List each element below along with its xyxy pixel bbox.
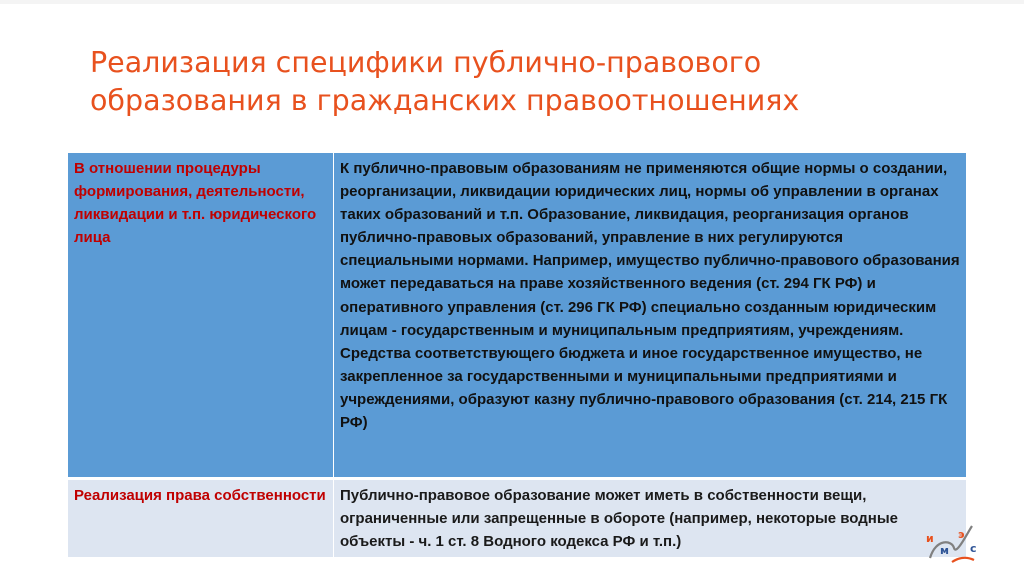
- imes-logo: [922, 518, 982, 568]
- table-row: [68, 153, 967, 479]
- content-table: [67, 152, 967, 558]
- logo-letter: э: [958, 528, 965, 541]
- table-row: [68, 479, 967, 558]
- row-label: В отношении процедуры формирования, деятельности, ликвидации и т.п. юридического лица: [68, 153, 334, 479]
- logo-arc: [952, 558, 974, 562]
- row-text: К публично-правовым образованиям не применяются общие нормы о создании, реорганизации, ликвидации юридических лиц, нормы об управлении в органах таких образований и т.п. Образование, ликвидация, реорганизация органов публично-правовых образований, управление в них регулируются специальными нормами. Например, имущество публично-правового образования может передаваться на праве хозяйственного ведения (ст. 294 ГК РФ) и оперативного управления (ст. 296 ГК РФ) специально созданным юридическим лицам - государственным и муниципальным предприятиям, учреждениям. Средства соответствующего бюджета и иное государственное имущество, не закрепленное за государственными и муниципальными предприятиями и учреждениями, образуют казну публично-правового образования (ст. 214, 215 ГК РФ): [334, 153, 967, 479]
- slide-title: [90, 44, 990, 120]
- logo-letter: и: [926, 532, 934, 545]
- logo-swirl: [930, 526, 972, 558]
- slide-title-line-2: образования в гражданских правоотношениях: [90, 84, 800, 117]
- row-label: Реализация права собственности: [68, 479, 334, 558]
- logo-letter: с: [970, 542, 977, 555]
- slide-title-line-1: Реализация специфики публично-правового: [90, 46, 762, 79]
- row-text: Публично-правовое образование может иметь в собственности вещи, ограниченные или запрещенные в обороте (например, некоторые водные объекты - ч. 1 ст. 8 Водного кодекса РФ и т.п.): [334, 479, 967, 558]
- logo-letter: м: [940, 544, 949, 557]
- top-strip: [0, 0, 1024, 4]
